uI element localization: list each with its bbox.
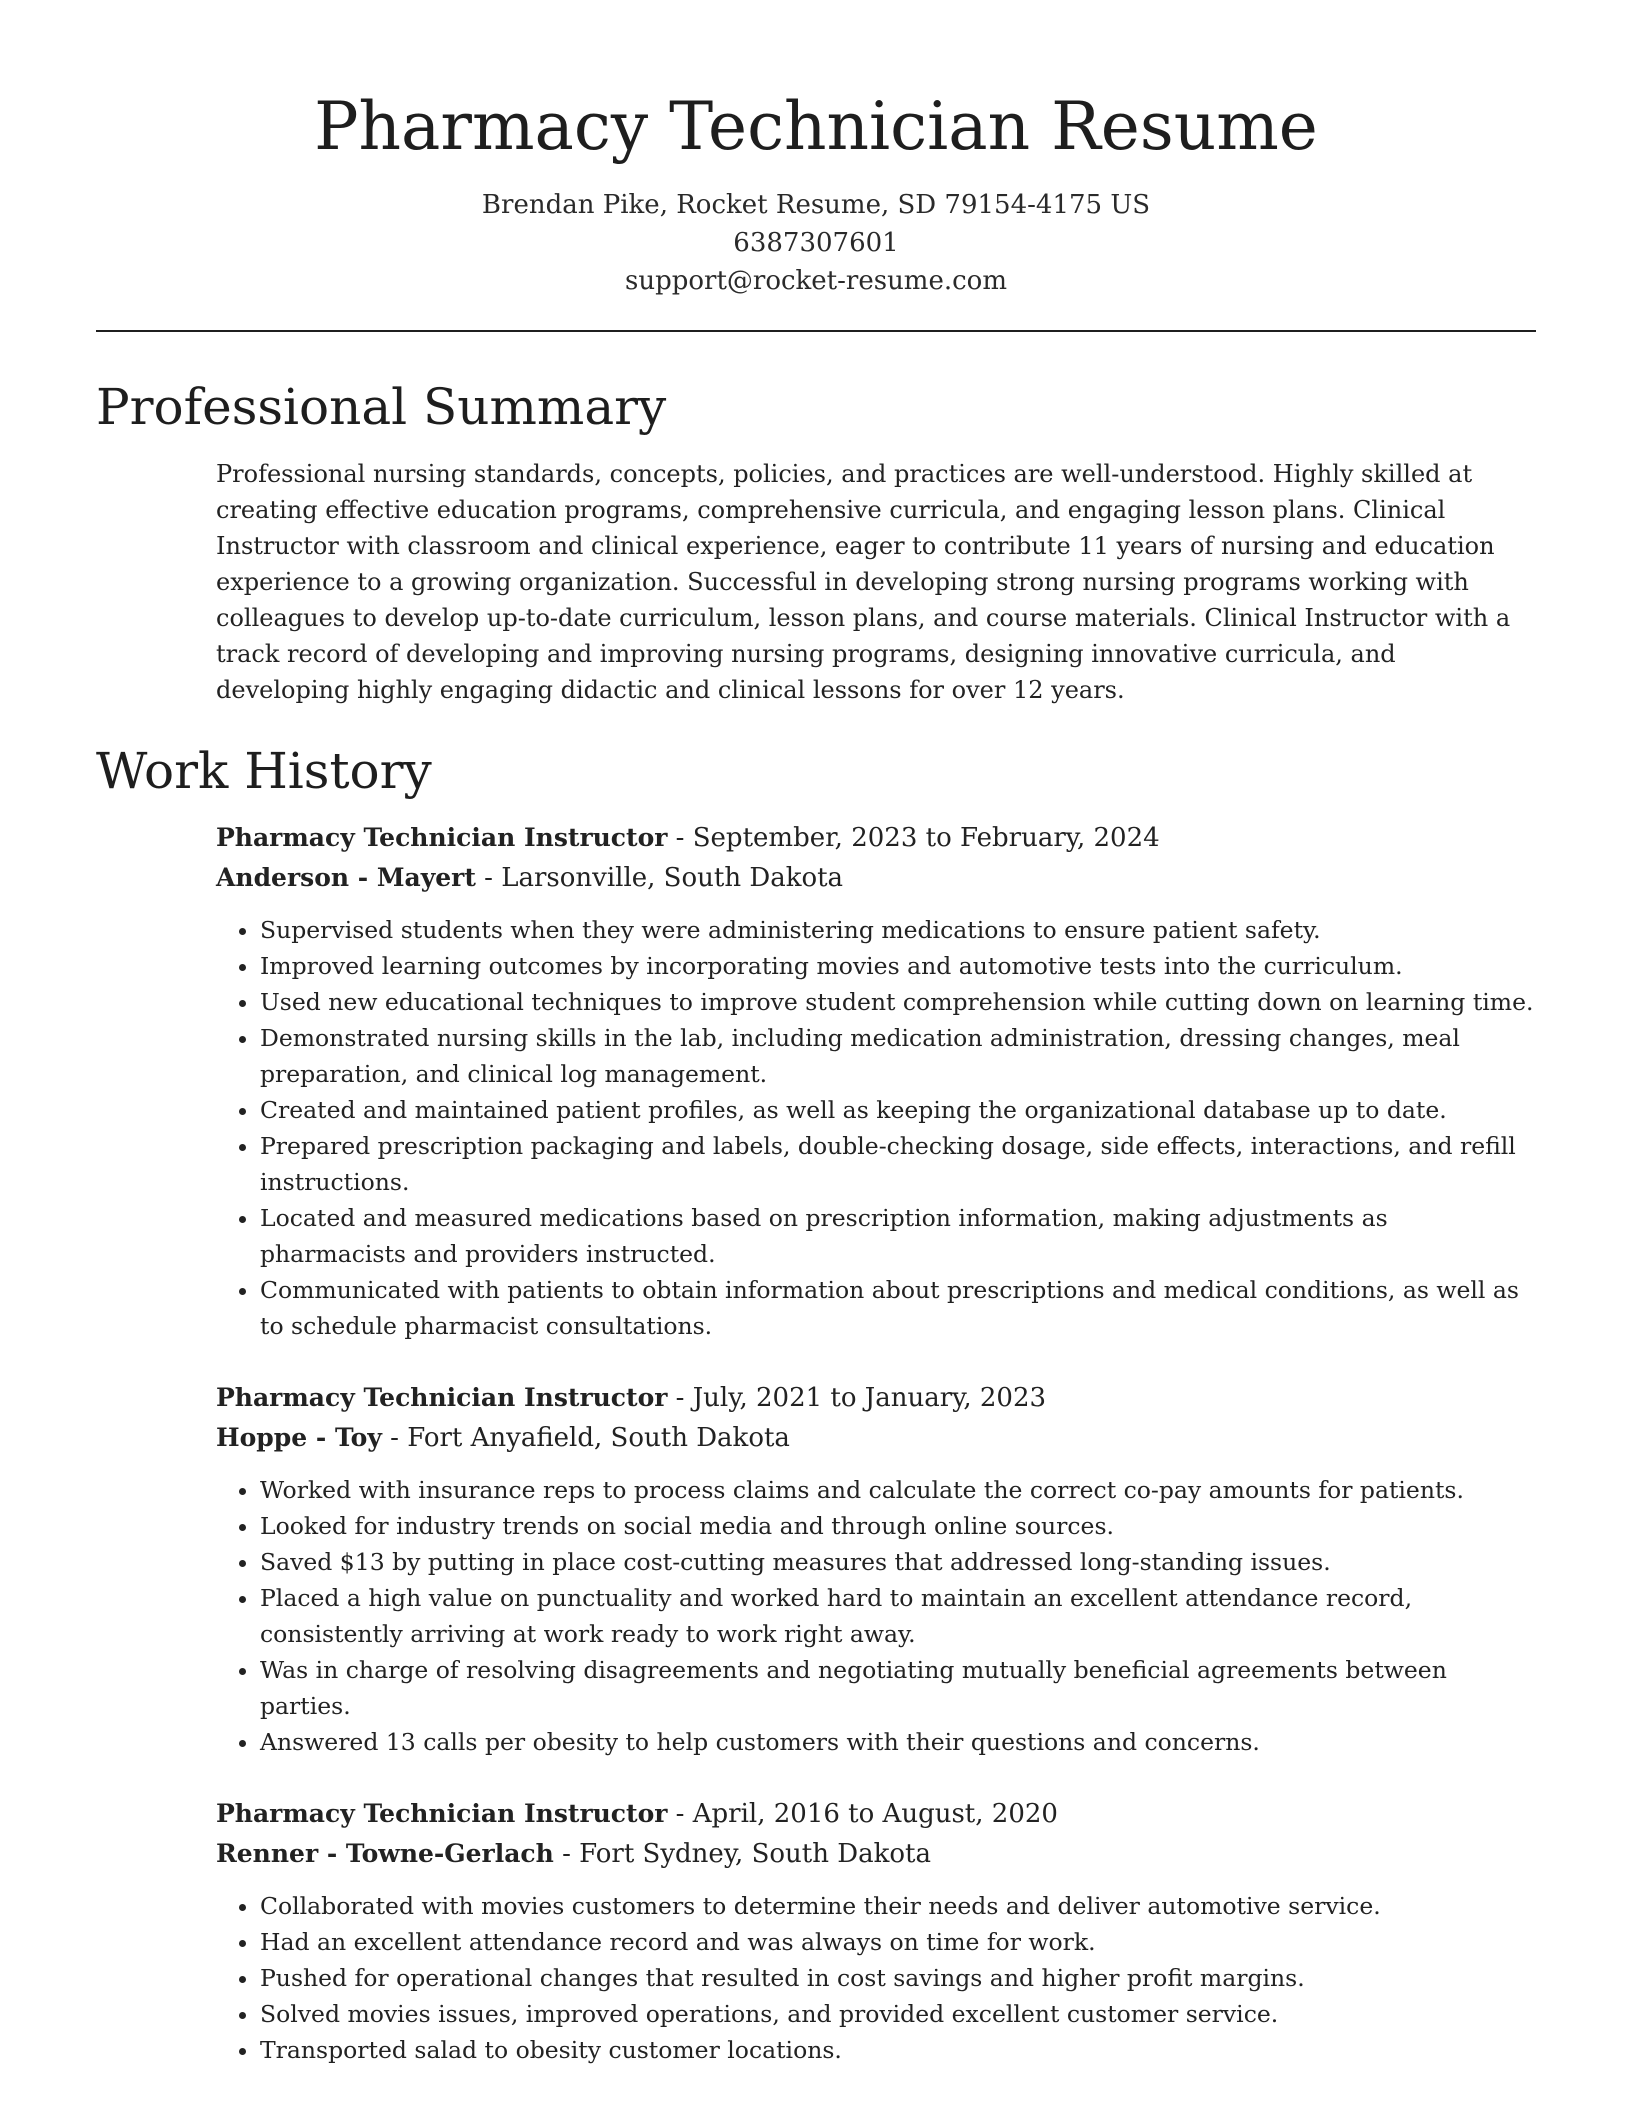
- list-item: • Prepared prescription packaging and labels, double-checking dosage, side effects, interactions, and refill instructions.: [260, 1128, 1536, 1200]
- job-location: - Larsonville, South Dakota: [475, 863, 844, 893]
- list-item: • Communicated with patients to obtain information about prescriptions and medical conditions, as well as to schedule pharmacist consultations.: [260, 1272, 1536, 1344]
- job-title: Pharmacy Technician Instructor: [216, 1799, 668, 1828]
- job-location: - Fort Anyafield, South Dakota: [381, 1423, 790, 1453]
- job-dates: - July, 2021 to January, 2023: [667, 1383, 1047, 1413]
- list-item: • Collaborated with movies customers to determine their needs and deliver automotive service.: [260, 1888, 1536, 1924]
- list-item: • Placed a high value on punctuality and worked hard to maintain an excellent attendance record, consistently arriving at work ready to work right away.: [260, 1580, 1536, 1652]
- contact-phone: 6387307601: [733, 228, 899, 258]
- list-item: • Pushed for operational changes that resulted in cost savings and higher profit margins.: [260, 1960, 1536, 1996]
- list-item: • Solved movies issues, improved operations, and provided excellent customer service.: [260, 1996, 1536, 2032]
- page-title: Pharmacy Technician Resume: [314, 88, 1318, 165]
- job-entry: [216, 818, 1536, 1344]
- job-company: Anderson - Mayert: [216, 863, 476, 892]
- header-divider: [96, 330, 1536, 332]
- job-company-line: [216, 858, 1536, 898]
- job-title-line: [216, 1378, 1536, 1418]
- contact-address: Brendan Pike, Rocket Resume, SD 79154-4175 US: [481, 190, 1151, 220]
- list-item: • Was in charge of resolving disagreements and negotiating mutually beneficial agreements between parties.: [260, 1652, 1536, 1724]
- job-entry: [216, 1794, 1536, 2068]
- list-item: • Used new educational techniques to improve student comprehension while cutting down on learning time.: [260, 984, 1536, 1020]
- job-bullets: [216, 1888, 1536, 2068]
- job-bullets: [216, 1472, 1536, 1760]
- job-company: Hoppe - Toy: [216, 1423, 382, 1452]
- list-item: • Transported salad to obesity customer locations.: [260, 2032, 1536, 2068]
- job-title: Pharmacy Technician Instructor: [216, 1383, 668, 1412]
- job-location: - Fort Sydney, South Dakota: [553, 1839, 931, 1869]
- list-item: • Demonstrated nursing skills in the lab, including medication administration, dressing changes, meal preparation, and clinical log management.: [260, 1020, 1536, 1092]
- list-item: • Saved $13 by putting in place cost-cutting measures that addressed long-standing issues.: [260, 1544, 1536, 1580]
- list-item: • Created and maintained patient profiles, as well as keeping the organizational database up to date.: [260, 1092, 1536, 1128]
- list-item: • Located and measured medications based on prescription information, making adjustments as pharmacists and providers instructed.: [260, 1200, 1536, 1272]
- job-company-line: [216, 1418, 1536, 1458]
- job-entry: [216, 1378, 1536, 1760]
- job-title-line: [216, 1794, 1536, 1834]
- summary-heading: Professional Summary: [96, 378, 667, 436]
- list-item: • Had an excellent attendance record and was always on time for work.: [260, 1924, 1536, 1960]
- job-company: Renner - Towne-Gerlach: [216, 1839, 554, 1868]
- work-history-heading: Work History: [96, 742, 432, 800]
- job-company-line: [216, 1834, 1536, 1874]
- job-title-line: [216, 818, 1536, 858]
- list-item: • Looked for industry trends on social media and through online sources.: [260, 1508, 1536, 1544]
- job-dates: - April, 2016 to August, 2020: [667, 1799, 1058, 1829]
- job-title: Pharmacy Technician Instructor: [216, 823, 668, 852]
- job-dates: - September, 2023 to February, 2024: [667, 823, 1160, 853]
- list-item: • Worked with insurance reps to process claims and calculate the correct co-pay amounts for patients.: [260, 1472, 1536, 1508]
- resume-page: [96, 0, 1536, 2068]
- contact-block: [96, 186, 1536, 300]
- list-item: • Improved learning outcomes by incorporating movies and automotive tests into the curriculum.: [260, 948, 1536, 984]
- summary-text: Professional nursing standards, concepts, policies, and practices are well-understood. Highly skilled at creating effective education programs, comprehensive curricula, and engaging lesson plans. Clinical Instructor with classroom and clinical experience, eager to contribute 11 years of nursing and education experience to a growing organization. Successful in developing strong nursing programs working with colleagues to develop up-to-date curriculum, lesson plans, and course materials. Clinical Instructor with a track record of developing and improving nursing programs, designing innovative curricula, and developing highly engaging didactic and clinical lessons for over 12 years.: [216, 460, 1511, 704]
- contact-email: support@rocket-resume.com: [624, 266, 1007, 296]
- job-bullets: [216, 912, 1536, 1344]
- list-item: • Supervised students when they were administering medications to ensure patient safety.: [260, 912, 1536, 948]
- resume-header: [96, 0, 1536, 300]
- list-item: • Answered 13 calls per obesity to help customers with their questions and concerns.: [260, 1724, 1536, 1760]
